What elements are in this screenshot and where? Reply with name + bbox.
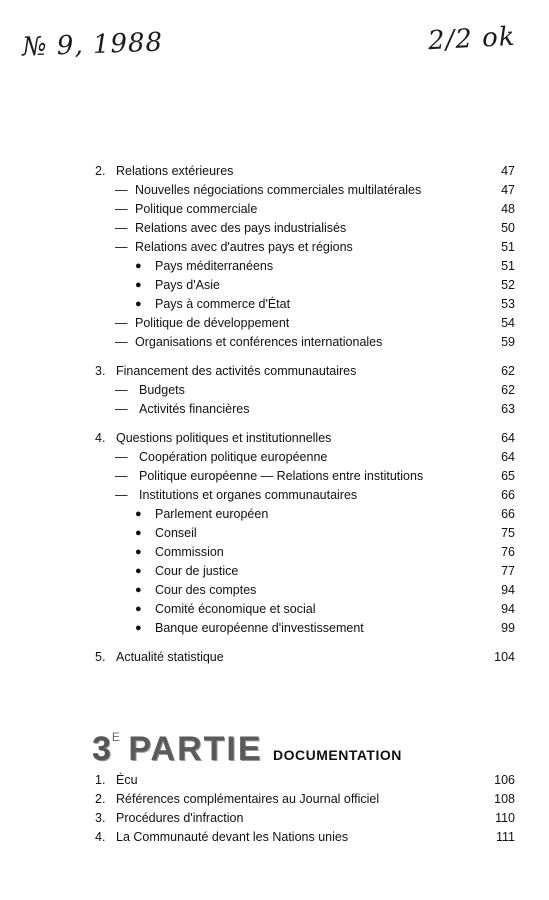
toc-entry bbox=[95, 257, 515, 276]
entry-label: Conseil bbox=[155, 526, 197, 540]
dash-marker: — bbox=[115, 488, 128, 502]
bullet-icon: ● bbox=[135, 622, 142, 634]
entry-label: Politique européenne — Relations entre institutions bbox=[139, 469, 424, 483]
toc-entry bbox=[95, 162, 515, 181]
entry-page-number: 52 bbox=[501, 278, 515, 292]
part-word: PARTIE bbox=[128, 730, 263, 768]
entry-page-number: 47 bbox=[501, 164, 515, 178]
toc-entry bbox=[95, 448, 515, 467]
toc-entry bbox=[95, 524, 515, 543]
entry-number: 1. bbox=[95, 773, 106, 787]
toc-entry bbox=[95, 362, 515, 381]
entry-label: La Communauté devant les Nations unies bbox=[116, 830, 349, 844]
toc-entry bbox=[95, 581, 515, 600]
entry-page-number: 66 bbox=[501, 507, 515, 521]
toc-entry bbox=[95, 562, 515, 581]
dash-marker: — bbox=[115, 469, 128, 483]
entry-label: Commission bbox=[155, 545, 224, 559]
entry-page-number: 108 bbox=[494, 792, 515, 806]
entry-page-number: 94 bbox=[501, 583, 515, 597]
toc-entry bbox=[95, 600, 515, 619]
entry-label: Procédures d'infraction bbox=[116, 811, 244, 825]
entry-page-number: 47 bbox=[501, 183, 515, 197]
entry-label: Nouvelles négociations commerciales multilatérales bbox=[135, 183, 422, 197]
dash-marker: — bbox=[115, 335, 128, 349]
entry-label: Relations extérieures bbox=[116, 164, 234, 178]
entry-label: Cour de justice bbox=[155, 564, 239, 578]
entry-page-number: 48 bbox=[501, 202, 515, 216]
entry-page-number: 110 bbox=[495, 811, 515, 825]
toc-entry bbox=[95, 400, 515, 419]
entry-number: 3. bbox=[95, 811, 106, 825]
entry-label: Politique commerciale bbox=[135, 202, 258, 216]
table-of-contents bbox=[95, 162, 515, 667]
handwritten-check-note: 2/2 ok bbox=[427, 21, 517, 57]
toc-entry bbox=[95, 381, 515, 400]
toc-entry bbox=[95, 200, 515, 219]
entry-label: Comité économique et social bbox=[155, 602, 316, 616]
entry-page-number: 53 bbox=[501, 297, 515, 311]
toc-entry bbox=[95, 648, 515, 667]
entry-label: Financement des activités communautaires bbox=[116, 364, 357, 378]
entry-label: Pays d'Asie bbox=[155, 278, 220, 292]
toc-entry bbox=[95, 790, 515, 809]
part-number: 3 bbox=[92, 730, 112, 768]
section-gap bbox=[95, 352, 515, 362]
dash-marker: — bbox=[115, 202, 128, 216]
entry-page-number: 99 bbox=[501, 621, 515, 635]
entry-page-number: 66 bbox=[501, 488, 515, 502]
section-gap bbox=[95, 419, 515, 429]
bullet-icon: ● bbox=[135, 298, 142, 310]
entry-number: 5. bbox=[95, 650, 106, 664]
entry-label: Budgets bbox=[139, 383, 185, 397]
bullet-icon: ● bbox=[135, 279, 142, 291]
toc-entry bbox=[95, 295, 515, 314]
entry-label: Actualité statistique bbox=[116, 650, 224, 664]
entry-page-number: 77 bbox=[501, 564, 515, 578]
entry-label: Relations avec des pays industrialisés bbox=[135, 221, 347, 235]
entry-page-number: 63 bbox=[501, 402, 515, 416]
part-number-superscript: E bbox=[111, 730, 120, 744]
entry-page-number: 64 bbox=[501, 450, 515, 464]
entry-page-number: 59 bbox=[501, 335, 515, 349]
entry-label: Références complémentaires au Journal officiel bbox=[116, 792, 380, 806]
bullet-icon: ● bbox=[135, 508, 142, 520]
toc-entry bbox=[95, 219, 515, 238]
toc-entry bbox=[95, 619, 515, 638]
entry-label: Pays méditerranéens bbox=[155, 259, 274, 273]
bullet-icon: ● bbox=[135, 546, 142, 558]
entry-label: Politique de développement bbox=[135, 316, 290, 330]
bullet-icon: ● bbox=[135, 527, 142, 539]
section-gap bbox=[95, 638, 515, 648]
handwritten-issue-note: № 9, 1988 bbox=[21, 27, 164, 63]
entry-number: 2. bbox=[95, 792, 106, 806]
toc-entry bbox=[95, 543, 515, 562]
toc-entry bbox=[95, 429, 515, 448]
toc-entry bbox=[95, 771, 515, 790]
bullet-icon: ● bbox=[135, 603, 142, 615]
entry-page-number: 75 bbox=[501, 526, 515, 540]
entry-label: Pays à commerce d'État bbox=[155, 297, 291, 311]
entry-page-number: 50 bbox=[501, 221, 515, 235]
entry-label: Parlement européen bbox=[155, 507, 269, 521]
toc-entry bbox=[95, 828, 515, 847]
entry-number: 4. bbox=[95, 431, 106, 445]
entry-page-number: 76 bbox=[501, 545, 515, 559]
entry-label: Organisations et conférences internationales bbox=[135, 335, 383, 349]
entry-page-number: 104 bbox=[494, 650, 515, 664]
dash-marker: — bbox=[115, 402, 128, 416]
entry-page-number: 94 bbox=[501, 602, 515, 616]
entry-label: Banque européenne d'investissement bbox=[155, 621, 364, 635]
entry-page-number: 62 bbox=[501, 383, 515, 397]
entry-page-number: 51 bbox=[501, 259, 515, 273]
entry-label: Relations avec d'autres pays et régions bbox=[135, 240, 353, 254]
entry-label: Coopération politique européenne bbox=[139, 450, 328, 464]
entry-page-number: 106 bbox=[494, 773, 515, 787]
entry-page-number: 54 bbox=[501, 316, 515, 330]
dash-marker: — bbox=[115, 183, 128, 197]
toc-entry bbox=[95, 809, 515, 828]
entry-label: Institutions et organes communautaires bbox=[139, 488, 358, 502]
entry-page-number: 64 bbox=[501, 431, 515, 445]
entry-label: Questions politiques et institutionnelles bbox=[116, 431, 332, 445]
entry-number: 2. bbox=[95, 164, 106, 178]
toc-entry bbox=[95, 467, 515, 486]
entry-page-number: 62 bbox=[501, 364, 515, 378]
entry-label: Écu bbox=[116, 773, 138, 787]
toc-entry bbox=[95, 238, 515, 257]
dash-marker: — bbox=[115, 240, 128, 254]
dash-marker: — bbox=[115, 221, 128, 235]
documentation-contents bbox=[95, 771, 515, 847]
entry-label: Activités financières bbox=[139, 402, 250, 416]
dash-marker: — bbox=[115, 316, 128, 330]
dash-marker: — bbox=[115, 450, 128, 464]
entry-page-number: 65 bbox=[501, 469, 515, 483]
toc-entry bbox=[95, 333, 515, 352]
toc-entry bbox=[95, 181, 515, 200]
part-3-heading bbox=[92, 730, 402, 769]
entry-number: 4. bbox=[95, 830, 106, 844]
toc-entry bbox=[95, 314, 515, 333]
dash-marker: — bbox=[115, 383, 128, 397]
entry-page-number: 111 bbox=[495, 830, 515, 844]
bullet-icon: ● bbox=[135, 584, 142, 596]
entry-label: Cour des comptes bbox=[155, 583, 257, 597]
part-subtitle: DOCUMENTATION bbox=[273, 747, 402, 763]
entry-page-number: 51 bbox=[501, 240, 515, 254]
bullet-icon: ● bbox=[135, 260, 142, 272]
entry-number: 3. bbox=[95, 364, 106, 378]
toc-entry bbox=[95, 276, 515, 295]
toc-entry bbox=[95, 486, 515, 505]
toc-entry bbox=[95, 505, 515, 524]
bullet-icon: ● bbox=[135, 565, 142, 577]
